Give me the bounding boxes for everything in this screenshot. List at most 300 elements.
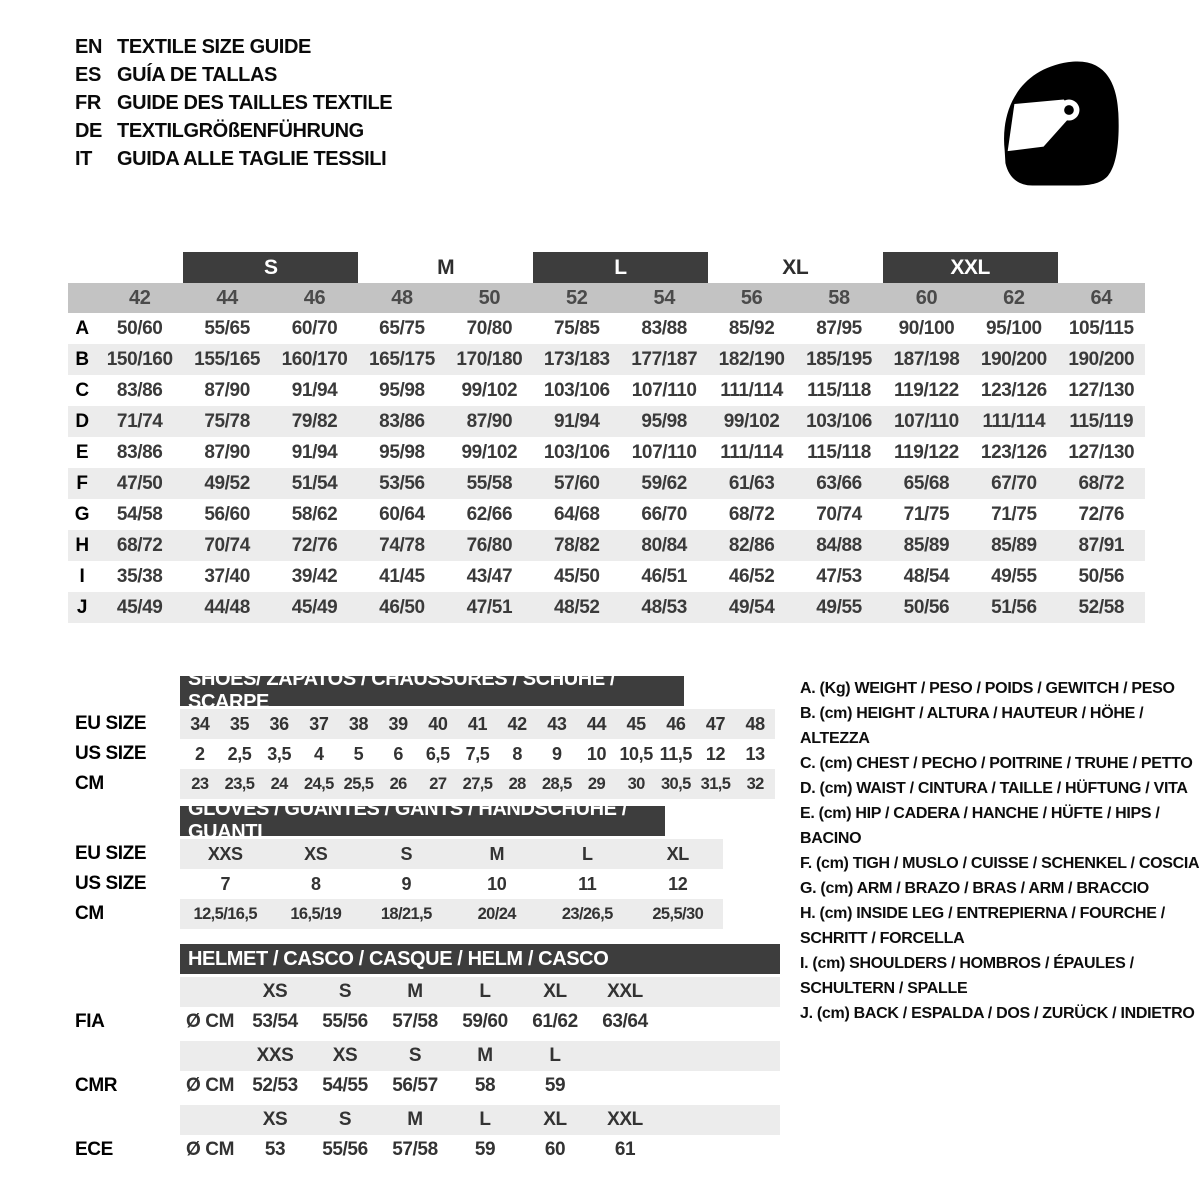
size-value: 44/48 bbox=[204, 596, 250, 618]
shoe-size-value: 23 bbox=[191, 774, 209, 793]
glove-size-value-row-2 bbox=[180, 899, 723, 929]
size-value: 107/110 bbox=[631, 379, 697, 401]
size-value: 55/58 bbox=[466, 472, 513, 494]
legend-line: I. (cm) SHOULDERS / HOMBROS / ÉPAULES / bbox=[800, 955, 1134, 972]
shoe-size-value: 6,5 bbox=[425, 743, 450, 764]
legend-line: B. (cm) HEIGHT / ALTURA / HAUTEUR / HÖHE / ALTEZZA bbox=[800, 705, 1144, 747]
size-column-header: 56 bbox=[740, 286, 763, 309]
size-value: 78/82 bbox=[554, 534, 600, 556]
glove-size-value: 7 bbox=[220, 873, 231, 894]
language-code: IT bbox=[75, 147, 92, 170]
size-value: 46/51 bbox=[641, 565, 687, 587]
size-value: 111/114 bbox=[982, 410, 1046, 432]
size-column-header: 54 bbox=[653, 286, 675, 309]
legend-line: A. (Kg) WEIGHT / PESO / POIDS / GEWITCH / PESO bbox=[800, 680, 1175, 697]
measurement-legend bbox=[800, 676, 1200, 1026]
language-list bbox=[75, 33, 392, 173]
size-value: 68/72 bbox=[1078, 472, 1125, 494]
helmet-size-label: L bbox=[549, 1045, 561, 1066]
size-value: 177/187 bbox=[631, 348, 698, 370]
size-value: 91/94 bbox=[291, 441, 338, 463]
size-column-header: 44 bbox=[216, 286, 238, 309]
size-value: 123/126 bbox=[980, 441, 1047, 463]
legend-entry bbox=[800, 676, 1200, 701]
size-value: 62/66 bbox=[466, 503, 513, 525]
size-value: 85/89 bbox=[903, 534, 950, 556]
helmet-size-value: 53 bbox=[264, 1139, 286, 1160]
size-value: 70/80 bbox=[466, 317, 513, 339]
size-row-A bbox=[68, 313, 1145, 344]
helmet-value-row-CMR bbox=[180, 1071, 780, 1101]
size-value: 127/130 bbox=[1068, 379, 1135, 401]
size-value: 45/49 bbox=[291, 596, 338, 618]
shoe-size-value: 23,5 bbox=[224, 774, 255, 793]
gloves-header-label: GLOVES / GUANTES / GANTS / HANDSCHUHE / GUANTI bbox=[188, 798, 627, 843]
cmr-standard-label: CMR bbox=[75, 1075, 118, 1096]
language-title: TEXTILGRÖßENFÜHRUNG bbox=[117, 119, 364, 142]
size-value: 160/170 bbox=[281, 348, 348, 370]
shoes-eu-size-label: EU SIZE bbox=[75, 713, 147, 734]
legend-line: C. (cm) CHEST / PECHO / POITRINE / TRUHE / PETTO bbox=[800, 755, 1193, 772]
size-value: 111/114 bbox=[720, 379, 783, 401]
row-letter: B bbox=[75, 348, 89, 370]
band-spacer bbox=[68, 283, 96, 313]
size-value: 39/42 bbox=[291, 565, 338, 587]
helmet-header-label: HELMET / CASCO / CASQUE / HELM / CASCO bbox=[188, 947, 609, 970]
shoe-size-value: 26 bbox=[389, 774, 407, 793]
size-value: 150/160 bbox=[106, 348, 173, 370]
size-row-C bbox=[68, 375, 1145, 406]
size-value: 103/106 bbox=[543, 441, 610, 463]
size-group-XXL: XXL bbox=[883, 252, 1058, 283]
size-column-header: 62 bbox=[1003, 286, 1025, 309]
helmet-size-value: 57/58 bbox=[392, 1139, 438, 1160]
shoe-size-value: 43 bbox=[547, 713, 567, 734]
glove-size-value-row-1 bbox=[180, 869, 723, 899]
size-value: 91/94 bbox=[291, 379, 338, 401]
size-value: 47/53 bbox=[816, 565, 862, 587]
helmet-size-spacer bbox=[180, 1105, 240, 1135]
size-value: 76/80 bbox=[466, 534, 513, 556]
helmet-size-row-FIA bbox=[180, 977, 780, 1007]
shoe-size-value: 36 bbox=[269, 713, 289, 734]
size-value: 56/60 bbox=[204, 503, 250, 525]
size-value: 71/75 bbox=[903, 503, 950, 525]
helmet-size-label: XL bbox=[543, 981, 567, 1002]
glove-size-value-row-0 bbox=[180, 839, 723, 869]
language-title: GUIDA ALLE TAGLIE TESSILI bbox=[117, 147, 387, 170]
shoe-size-value-row-0 bbox=[180, 709, 775, 739]
ece-standard-label: ECE bbox=[75, 1139, 113, 1160]
glove-size-value: 9 bbox=[401, 873, 412, 894]
glove-size-value: S bbox=[400, 843, 413, 864]
shoe-size-value: 25,5 bbox=[343, 774, 374, 793]
size-value: 46/50 bbox=[379, 596, 425, 618]
size-value: 50/56 bbox=[1078, 565, 1125, 587]
size-row-E bbox=[68, 437, 1145, 468]
size-value: 87/91 bbox=[1078, 534, 1125, 556]
shoe-size-value: 3,5 bbox=[267, 743, 292, 764]
size-value: 185/195 bbox=[806, 348, 872, 370]
size-value: 53/56 bbox=[379, 472, 425, 494]
legend-entry bbox=[800, 701, 1200, 751]
size-value: 99/102 bbox=[723, 410, 780, 432]
helmet-size-row-ECE bbox=[180, 1105, 780, 1135]
shoes-header-bar bbox=[180, 668, 684, 713]
size-value: 35/38 bbox=[116, 565, 163, 587]
size-column-header: 60 bbox=[915, 286, 938, 309]
helmet-size-label: S bbox=[408, 1045, 422, 1066]
legend-line: H. (cm) INSIDE LEG / ENTREPIERNA / FOURCHE / bbox=[800, 905, 1165, 922]
diameter-label: Ø CM bbox=[185, 1075, 234, 1096]
shoe-size-value: 32 bbox=[746, 774, 764, 793]
helmet-size-label: S bbox=[338, 981, 352, 1002]
legend-entry bbox=[800, 801, 1200, 851]
size-value: 103/106 bbox=[806, 410, 872, 432]
helmet-size-value: 55/56 bbox=[322, 1011, 368, 1032]
shoe-size-value-row-1 bbox=[180, 739, 775, 769]
shoe-size-value: 40 bbox=[428, 713, 448, 734]
size-value: 190/200 bbox=[980, 348, 1047, 370]
size-value: 115/119 bbox=[1069, 410, 1134, 432]
legend-line: G. (cm) ARM / BRAZO / BRAS / ARM / BRACCIO bbox=[800, 880, 1149, 897]
shoes-us-size-label: US SIZE bbox=[75, 743, 147, 764]
glove-size-value: 20/24 bbox=[477, 904, 516, 923]
size-column-header: 58 bbox=[828, 286, 850, 309]
size-value: 71/74 bbox=[116, 410, 163, 432]
size-column-header: 46 bbox=[303, 286, 326, 309]
size-row-F bbox=[68, 468, 1145, 499]
size-value: 87/90 bbox=[204, 441, 250, 463]
size-value: 52/58 bbox=[1078, 596, 1125, 618]
size-value: 57/60 bbox=[554, 472, 600, 494]
size-value: 74/78 bbox=[379, 534, 425, 556]
shoe-size-value: 28 bbox=[508, 774, 526, 793]
helmet-size-label: XS bbox=[262, 981, 288, 1002]
language-row bbox=[75, 89, 392, 117]
helmet-size-label: L bbox=[479, 1109, 491, 1130]
gloves-section bbox=[180, 798, 723, 929]
helmet-value-row-ECE bbox=[180, 1135, 780, 1165]
language-title: GUIDE DES TAILLES TEXTILE bbox=[117, 91, 393, 114]
legend-line: E. (cm) HIP / CADERA / HANCHE / HÜFTE / HIPS / BACINO bbox=[800, 805, 1160, 847]
size-value: 51/54 bbox=[291, 472, 338, 494]
legend-line: SCHULTERN / SPALLE bbox=[800, 980, 968, 997]
legend-entry bbox=[800, 901, 1200, 951]
helmet-size-label: XXL bbox=[607, 1109, 643, 1130]
size-value: 70/74 bbox=[204, 534, 250, 556]
helmet-size-row-CMR bbox=[180, 1041, 780, 1071]
size-row-G bbox=[68, 499, 1145, 530]
size-value: 95/98 bbox=[641, 410, 687, 432]
size-value: 99/102 bbox=[461, 441, 518, 463]
size-value: 41/45 bbox=[379, 565, 425, 587]
shoe-size-value: 41 bbox=[467, 713, 488, 734]
size-value: 50/56 bbox=[903, 596, 950, 618]
size-row-D bbox=[68, 406, 1145, 437]
shoe-size-value: 38 bbox=[348, 713, 369, 734]
size-value: 115/118 bbox=[807, 441, 871, 463]
size-value: 66/70 bbox=[641, 503, 687, 525]
size-value: 99/102 bbox=[461, 379, 518, 401]
size-column-header: 64 bbox=[1090, 286, 1112, 309]
size-value: 72/76 bbox=[291, 534, 338, 556]
glove-size-value: 25,5/30 bbox=[652, 904, 704, 923]
size-value: 61/63 bbox=[728, 472, 775, 494]
size-value: 65/75 bbox=[379, 317, 425, 339]
helmet-size-value: 53/54 bbox=[252, 1011, 298, 1032]
helmet-size-label: XXL bbox=[607, 981, 643, 1002]
gloves-us-size-label: US SIZE bbox=[75, 873, 147, 894]
helmet-size-spacer bbox=[180, 977, 240, 1007]
shoe-size-value: 46 bbox=[666, 713, 686, 734]
shoe-size-value: 34 bbox=[190, 713, 210, 734]
size-value: 48/52 bbox=[554, 596, 600, 618]
gloves-eu-size-label: EU SIZE bbox=[75, 843, 147, 864]
size-row-J bbox=[68, 592, 1145, 623]
size-value: 170/180 bbox=[456, 348, 523, 370]
helmet-size-value: 58 bbox=[474, 1075, 496, 1096]
shoe-size-value: 47 bbox=[705, 713, 726, 734]
row-letter: D bbox=[75, 410, 89, 432]
size-value: 119/122 bbox=[894, 441, 959, 463]
size-value: 75/85 bbox=[554, 317, 600, 339]
legend-entry bbox=[800, 776, 1200, 801]
size-group-row bbox=[68, 252, 1145, 283]
shoe-size-value: 10,5 bbox=[619, 743, 653, 764]
shoe-size-value: 8 bbox=[512, 743, 522, 764]
shoe-size-value: 27,5 bbox=[462, 774, 493, 793]
helmet-size-value: 61 bbox=[614, 1139, 636, 1160]
size-value: 111/114 bbox=[720, 441, 783, 463]
legend-line: SCHRITT / FORCELLA bbox=[800, 930, 965, 947]
size-row-I bbox=[68, 561, 1145, 592]
shoe-size-value: 12 bbox=[705, 743, 726, 764]
size-value: 37/40 bbox=[204, 565, 250, 587]
size-value: 51/56 bbox=[991, 596, 1037, 618]
size-number-band bbox=[68, 283, 1145, 313]
size-value: 50/60 bbox=[116, 317, 163, 339]
size-value: 49/55 bbox=[816, 596, 862, 618]
helmet-size-label: XS bbox=[262, 1109, 288, 1130]
size-value: 48/53 bbox=[641, 596, 687, 618]
shoe-size-value: 42 bbox=[507, 713, 527, 734]
size-value: 48/54 bbox=[903, 565, 950, 587]
helmet-size-label: L bbox=[479, 981, 491, 1002]
size-value: 83/88 bbox=[641, 317, 687, 339]
size-value: 90/100 bbox=[898, 317, 955, 339]
language-row bbox=[75, 33, 392, 61]
size-value: 75/78 bbox=[204, 410, 250, 432]
shoe-size-value: 29 bbox=[587, 774, 606, 793]
legend-line: J. (cm) BACK / ESPALDA / DOS / ZURÜCK / INDIETRO bbox=[800, 1005, 1195, 1022]
size-value: 45/50 bbox=[554, 565, 600, 587]
glove-size-value: 16,5/19 bbox=[290, 904, 342, 923]
size-value: 155/165 bbox=[194, 348, 261, 370]
helmet-value-row-FIA bbox=[180, 1007, 780, 1037]
shoe-size-value: 4 bbox=[314, 743, 324, 764]
size-value: 87/95 bbox=[816, 317, 862, 339]
helmet-size-value: 59 bbox=[474, 1139, 496, 1160]
size-value: 165/175 bbox=[369, 348, 435, 370]
size-column-header: 52 bbox=[566, 286, 588, 309]
helmet-size-value: 61/62 bbox=[532, 1011, 578, 1032]
helmet-size-value: 57/58 bbox=[392, 1011, 438, 1032]
gloves-cm-label: CM bbox=[75, 903, 104, 924]
shoe-size-value: 9 bbox=[552, 743, 562, 764]
size-value: 82/86 bbox=[728, 534, 775, 556]
shoes-cm-label: CM bbox=[75, 773, 104, 794]
shoe-size-value: 27 bbox=[429, 774, 447, 793]
shoe-size-value: 24,5 bbox=[303, 774, 334, 793]
size-value: 55/65 bbox=[204, 317, 250, 339]
size-value: 47/51 bbox=[466, 596, 513, 618]
size-value: 71/75 bbox=[991, 503, 1037, 525]
glove-size-value: 12 bbox=[668, 873, 688, 894]
size-value: 115/118 bbox=[807, 379, 871, 401]
size-value: 64/68 bbox=[554, 503, 600, 525]
language-code: FR bbox=[75, 91, 101, 114]
size-value: 68/72 bbox=[728, 503, 775, 525]
glove-size-value: 10 bbox=[487, 873, 507, 894]
shoe-size-value: 30 bbox=[627, 774, 645, 793]
glove-size-value: L bbox=[581, 843, 593, 864]
glove-size-value: XL bbox=[666, 843, 689, 864]
size-value: 70/74 bbox=[816, 503, 862, 525]
size-value: 72/76 bbox=[1078, 503, 1125, 525]
row-letter: G bbox=[74, 503, 90, 525]
language-title: GUÍA DE TALLAS bbox=[117, 63, 277, 86]
legend-entry bbox=[800, 851, 1200, 876]
language-code: ES bbox=[75, 63, 101, 86]
row-letter: C bbox=[75, 379, 89, 401]
fia-standard-label: FIA bbox=[75, 1011, 105, 1032]
shoe-size-value: 37 bbox=[309, 713, 329, 734]
row-letter: E bbox=[75, 441, 89, 463]
language-row bbox=[75, 117, 392, 145]
helmet-size-value: 60 bbox=[544, 1139, 566, 1160]
size-value: 46/52 bbox=[728, 565, 775, 587]
size-value: 182/190 bbox=[718, 348, 785, 370]
helmet-size-label: XL bbox=[543, 1109, 567, 1130]
diameter-label: Ø CM bbox=[185, 1011, 234, 1032]
helmet-size-label: M bbox=[477, 1045, 493, 1066]
shoe-size-value: 5 bbox=[353, 743, 364, 764]
legend-line: D. (cm) WAIST / CINTURA / TAILLE / HÜFTUNG / VITA bbox=[800, 780, 1188, 797]
size-value: 49/52 bbox=[204, 472, 250, 494]
shoe-size-value-row-2 bbox=[180, 769, 775, 799]
size-value: 68/72 bbox=[116, 534, 163, 556]
size-value: 85/92 bbox=[728, 317, 775, 339]
glove-size-value: XS bbox=[304, 843, 328, 864]
row-letter: A bbox=[75, 317, 89, 339]
gloves-rows bbox=[180, 839, 723, 929]
helmet-size-value: 55/56 bbox=[322, 1139, 368, 1160]
helmet-icon bbox=[980, 30, 1152, 202]
helmet-size-label: XXS bbox=[256, 1045, 294, 1066]
shoe-size-value: 7,5 bbox=[465, 743, 490, 764]
size-value: 83/86 bbox=[116, 441, 163, 463]
glove-size-value: M bbox=[489, 843, 505, 864]
size-value: 45/49 bbox=[116, 596, 163, 618]
size-value: 87/90 bbox=[204, 379, 250, 401]
helmet-section bbox=[180, 944, 780, 1165]
helmet-header-bar bbox=[180, 944, 780, 974]
shoe-size-value: 48 bbox=[745, 713, 765, 734]
shoe-size-value: 30,5 bbox=[660, 774, 691, 793]
glove-size-value: 12,5/16,5 bbox=[193, 904, 257, 923]
size-value: 83/86 bbox=[116, 379, 163, 401]
size-value: 67/70 bbox=[991, 472, 1037, 494]
size-value: 60/70 bbox=[291, 317, 338, 339]
size-value: 187/198 bbox=[893, 348, 960, 370]
shoe-size-value: 35 bbox=[229, 713, 250, 734]
glove-size-value: XXS bbox=[207, 843, 243, 864]
size-value: 107/110 bbox=[894, 410, 959, 432]
shoe-size-value: 10 bbox=[586, 743, 607, 764]
size-group-M: M bbox=[437, 255, 455, 279]
size-value: 95/100 bbox=[986, 317, 1042, 339]
size-value: 103/106 bbox=[543, 379, 610, 401]
legend-entry bbox=[800, 951, 1200, 1001]
size-value: 119/122 bbox=[894, 379, 959, 401]
size-value: 63/66 bbox=[816, 472, 862, 494]
size-value: 43/47 bbox=[466, 565, 513, 587]
size-group-L: L bbox=[533, 252, 708, 283]
size-group-S: S bbox=[183, 252, 358, 283]
size-value: 47/50 bbox=[116, 472, 163, 494]
helmet-size-label: XS bbox=[332, 1045, 358, 1066]
size-column-header: 48 bbox=[391, 286, 413, 309]
size-value: 123/126 bbox=[980, 379, 1047, 401]
language-row bbox=[75, 61, 392, 89]
size-group-XL: XL bbox=[782, 255, 809, 279]
size-row-B bbox=[68, 344, 1145, 375]
shoe-size-value: 45 bbox=[626, 713, 646, 734]
size-value: 49/55 bbox=[991, 565, 1037, 587]
size-row-H bbox=[68, 530, 1145, 561]
language-title: TEXTILE SIZE GUIDE bbox=[117, 35, 311, 58]
shoes-header-label: SHOES/ ZAPATOS / CHAUSSURES / SCHUHE / SCARPE bbox=[188, 668, 616, 713]
helmet-size-value: 59 bbox=[544, 1075, 566, 1096]
shoe-size-value: 31,5 bbox=[700, 774, 731, 793]
legend-entry bbox=[800, 751, 1200, 776]
size-value: 84/88 bbox=[816, 534, 862, 556]
shoe-size-value: 2 bbox=[195, 743, 205, 764]
shoes-section bbox=[180, 668, 775, 799]
helmet-subtables bbox=[180, 977, 780, 1165]
shoe-size-value: 11,5 bbox=[659, 743, 693, 764]
helmet-size-label: M bbox=[407, 1109, 423, 1130]
helmet-size-value: 52/53 bbox=[252, 1075, 298, 1096]
helmet-size-value: 59/60 bbox=[462, 1011, 508, 1032]
size-column-header: 42 bbox=[128, 286, 151, 309]
shoes-rows bbox=[180, 709, 775, 799]
size-value: 85/89 bbox=[991, 534, 1037, 556]
size-value: 107/110 bbox=[631, 441, 697, 463]
size-value: 190/200 bbox=[1068, 348, 1135, 370]
size-value: 83/86 bbox=[379, 410, 425, 432]
gloves-header-bar bbox=[180, 798, 665, 843]
glove-size-value: 23/26,5 bbox=[561, 904, 613, 923]
size-value: 173/183 bbox=[543, 348, 610, 370]
helmet-size-label: S bbox=[338, 1109, 352, 1130]
shoe-size-value: 44 bbox=[586, 713, 607, 734]
size-value: 87/90 bbox=[466, 410, 513, 432]
glove-size-value: 11 bbox=[578, 873, 597, 894]
row-letter: I bbox=[79, 565, 85, 587]
size-value: 54/58 bbox=[116, 503, 163, 525]
